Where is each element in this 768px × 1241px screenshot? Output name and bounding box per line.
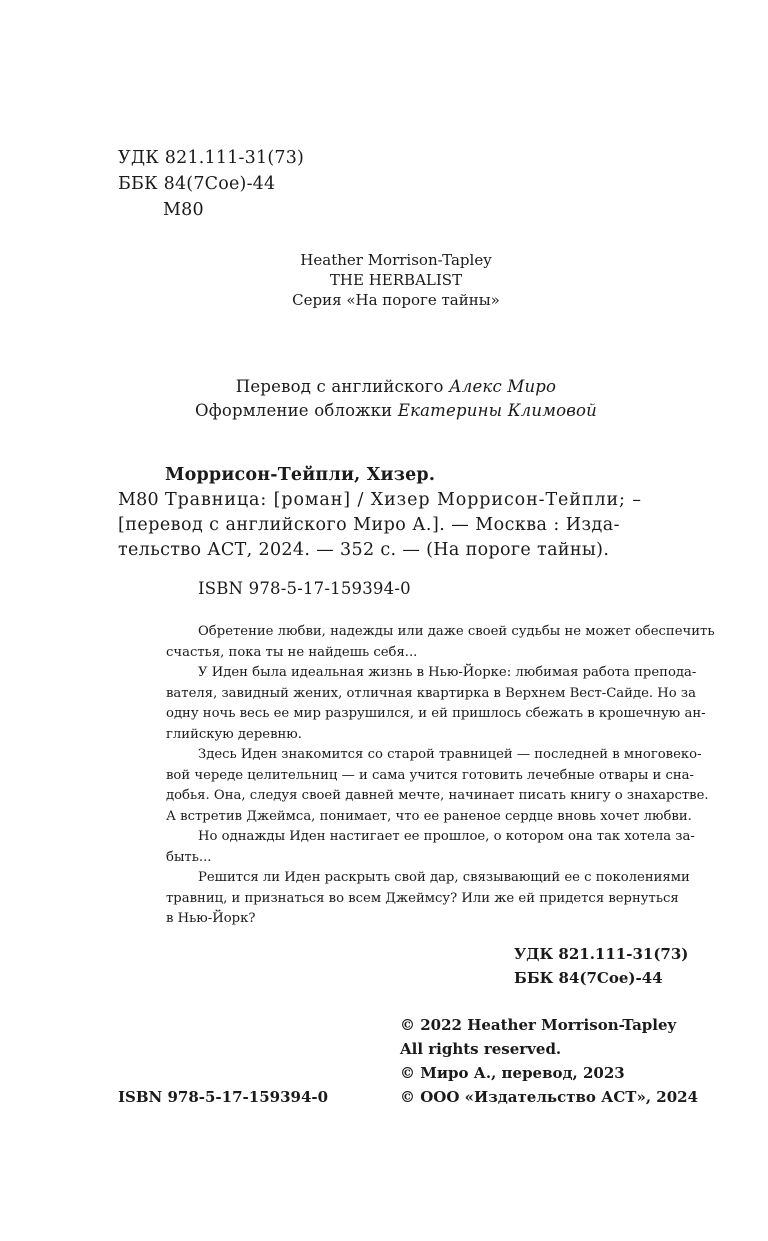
annotation-line: вателя, завидный жених, отличная квартирка в Верхнем Вест-Сайде. Но за <box>166 685 696 701</box>
record-line-3: тельство АСТ, 2024. — 352 с. — (На пороге тайны). <box>118 540 610 560</box>
annotation-line: У Иден была идеальная жизнь в Нью-Йорке: любимая работа препода- <box>198 665 697 680</box>
record-entry <box>118 488 650 563</box>
translation-credit <box>0 375 768 399</box>
annotation-line: травниц, и признаться во всем Джеймсу? Или же ей придется вернуться <box>166 890 679 906</box>
bbk-code-bold: ББК 84(7Сое)-44 <box>514 969 663 987</box>
annotation-line: счастья, пока ты не найдешь себя... <box>166 644 418 660</box>
annotation-line: в Нью-Йорк? <box>166 911 256 926</box>
annotation-line: вой череде целительниц — и сама учится готовить лечебные отвары и сна- <box>166 767 694 783</box>
bibliographic-record <box>118 462 650 601</box>
original-title: THE HERBALIST <box>329 271 463 289</box>
credits-block <box>0 375 768 423</box>
record-isbn: ISBN 978-5-17-159394-0 <box>198 579 411 598</box>
annotation-line: А встретив Джеймса, понимает, что ее раненое сердце вновь хочет любви. <box>166 808 692 824</box>
author-mark: М80 <box>163 200 204 220</box>
annotation-line: Здесь Иден знакомится со старой травницей — последней в многовеко- <box>198 747 702 762</box>
classification-bold-block <box>514 942 688 990</box>
copyright-line: © 2022 Heather Morrison-Tapley <box>400 1016 677 1034</box>
annotation-line: быть... <box>166 849 212 865</box>
annotation-line: Обретение любви, надежды или даже своей судьбы не может обеспечить <box>198 624 715 639</box>
bbk-code: ББК 84(7Сое)-44 <box>118 174 276 194</box>
translator-name: Алекс Миро <box>449 377 557 396</box>
series-name: Серия «На пороге тайны» <box>292 291 500 309</box>
copyright-block <box>400 1013 698 1109</box>
cover-designer-name: Екатерины Климовой <box>397 401 597 420</box>
annotation-line: глийскую деревню. <box>166 726 302 742</box>
copyright-line: All rights reserved. <box>400 1040 562 1058</box>
cover-credit <box>0 399 768 423</box>
record-line-2: [перевод с английского Миро А.]. — Москва : Изда- <box>118 515 620 535</box>
translation-label: Перевод с английского <box>235 377 450 396</box>
record-line-1: Травница: [роман] / Хизер Моррисон-Тейпли; – <box>165 490 642 510</box>
record-mark: М80 <box>118 490 159 510</box>
annotation-line: Но однажды Иден настигает ее прошлое, о котором она так хотела за- <box>198 829 695 844</box>
original-author: Heather Morrison-Tapley <box>300 251 492 269</box>
annotation <box>166 622 715 930</box>
cover-label: Оформление обложки <box>194 401 398 420</box>
copyright-line: © Миро А., перевод, 2023 <box>400 1064 625 1082</box>
annotation-line: одну ночь весь ее мир разрушился, и ей пришлось сбежать в крошечную ан- <box>166 706 706 721</box>
isbn-bold: ISBN 978-5-17-159394-0 <box>118 1088 329 1106</box>
udk-code-bold: УДК 821.111-31(73) <box>514 945 689 963</box>
udk-code: УДК 821.111-31(73) <box>118 148 305 168</box>
annotation-line: Решится ли Иден раскрыть свой дар, связывающий ее с поколениями <box>198 870 690 885</box>
classification-block <box>118 145 304 223</box>
copyright-line: © ООО «Издательство АСТ», 2024 <box>400 1088 699 1106</box>
annotation-line: добья. Она, следуя своей давней мечте, начинает писать книгу о знахарстве. <box>166 788 709 803</box>
original-edition-block <box>0 250 768 310</box>
record-author: Моррисон-Тейпли, Хизер. <box>165 465 436 485</box>
